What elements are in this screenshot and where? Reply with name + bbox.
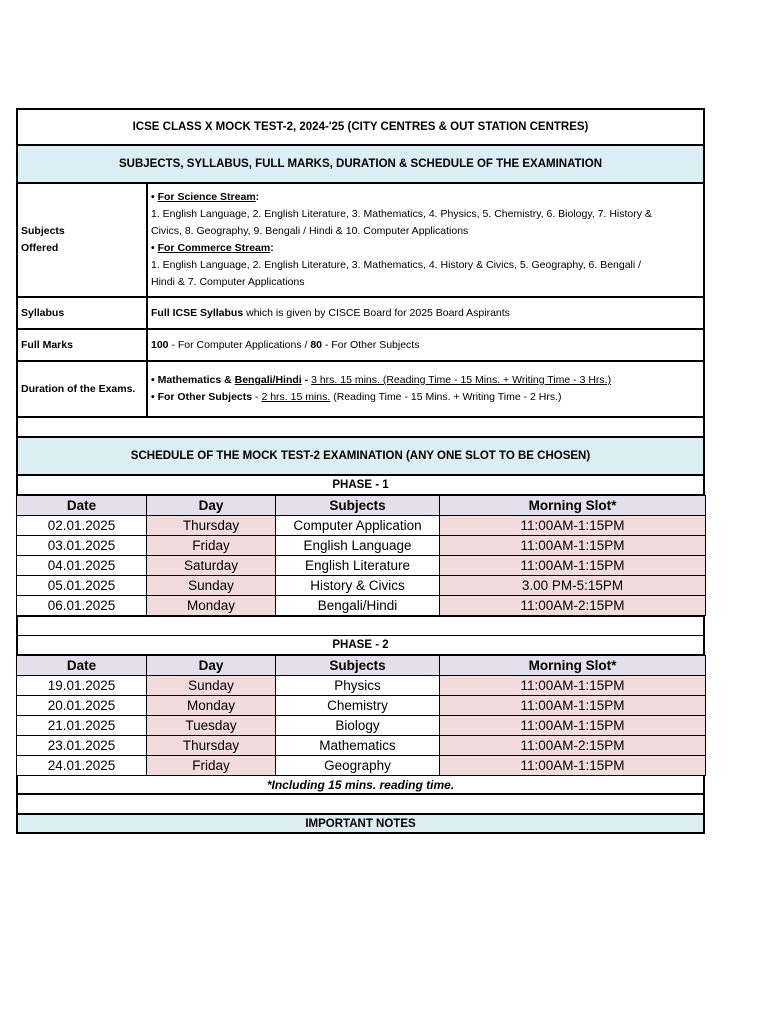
header-date: Date <box>17 496 147 516</box>
date-cell: 02.01.2025 <box>17 516 147 536</box>
duration-label: Duration of the Exams. <box>18 362 148 416</box>
dash: - <box>301 374 312 386</box>
subjects-label-line1: Subjects <box>21 225 65 237</box>
table-row <box>17 536 706 556</box>
header-subjects: Subjects <box>276 656 440 676</box>
duration-row <box>16 362 705 418</box>
syllabus-label: Syllabus <box>18 298 148 328</box>
header-slot: Morning Slot* <box>440 656 706 676</box>
colon: : <box>270 242 274 254</box>
date-cell: 20.01.2025 <box>17 696 147 716</box>
science-heading-text: For Science Stream <box>157 191 256 203</box>
bullet: • <box>151 242 155 254</box>
duration-math-label: • Mathematics & <box>151 374 235 386</box>
date-cell: 06.01.2025 <box>17 596 147 616</box>
date-cell: 21.01.2025 <box>17 716 147 736</box>
phase1-label-text: PHASE - 1 <box>332 479 389 491</box>
date-cell: 23.01.2025 <box>17 736 147 756</box>
phase1-header-row <box>17 496 706 516</box>
date-cell: 03.01.2025 <box>17 536 147 556</box>
duration-line2 <box>151 389 700 406</box>
subject-cell: Biology <box>276 716 440 736</box>
subjects-offered-value <box>148 184 703 296</box>
duration-other-time: 2 hrs. 15 mins. <box>261 391 331 403</box>
day-cell: Thursday <box>147 736 276 756</box>
day-cell: Tuesday <box>147 716 276 736</box>
schedule-title-text: SCHEDULE OF THE MOCK TEST-2 EXAMINATION (ANY ONE SLOT TO BE CHOSEN) <box>130 450 591 462</box>
footnote-text: *Including 15 mins. reading time. <box>266 777 455 792</box>
duration-value <box>148 362 703 416</box>
bullet: • <box>151 191 155 203</box>
phase2-label-text: PHASE - 2 <box>332 639 389 651</box>
spacer-row <box>16 795 705 815</box>
slot-cell: 11:00AM-1:15PM <box>440 536 706 556</box>
slot-cell: 11:00AM-1:15PM <box>440 716 706 736</box>
date-cell: 05.01.2025 <box>17 576 147 596</box>
subjects-offered-label <box>18 184 148 296</box>
slot-cell: 11:00AM-1:15PM <box>440 696 706 716</box>
full-marks-value <box>148 330 703 360</box>
full-marks-row <box>16 330 705 362</box>
science-subjects-line1: 1. English Language, 2. English Literature, 3. Mathematics, 4. Physics, 5. Chemistry, 6. Biology, 7. History & <box>151 208 652 220</box>
document-title <box>16 108 705 146</box>
subjects-offered-row <box>16 184 705 298</box>
syllabus-value <box>148 298 703 328</box>
phase2-header-row <box>17 656 706 676</box>
spacer-row <box>16 616 705 636</box>
date-cell: 24.01.2025 <box>17 756 147 776</box>
schedule-title <box>16 438 705 476</box>
day-cell: Saturday <box>147 556 276 576</box>
section-subtitle <box>16 146 705 184</box>
marks-80: 80 <box>310 338 323 351</box>
table-row <box>17 676 706 696</box>
day-cell: Monday <box>147 696 276 716</box>
table-row <box>17 596 706 616</box>
header-day: Day <box>147 496 276 516</box>
section-subtitle-text: SUBJECTS, SYLLABUS, FULL MARKS, DURATION & SCHEDULE OF THE EXAMINATION <box>118 158 602 170</box>
commerce-heading-text: For Commerce Stream <box>157 242 271 254</box>
commerce-subjects-line1: 1. English Language, 2. English Literature, 3. Mathematics, 4. History & Civics, 5. Geography, 6. Bengali / <box>151 259 642 271</box>
phase1-label <box>16 476 705 495</box>
slot-cell: 11:00AM-1:15PM <box>440 756 706 776</box>
important-notes-text: IMPORTANT NOTES <box>305 817 416 830</box>
syllabus-row <box>16 298 705 330</box>
colon: : <box>255 191 260 203</box>
duration-other-detail: (Reading Time - 15 Mins. + Writing Time - 2 Hrs.) <box>330 391 562 403</box>
day-cell: Monday <box>147 596 276 616</box>
day-cell: Sunday <box>147 576 276 596</box>
subject-cell: English Language <box>276 536 440 556</box>
day-cell: Thursday <box>147 516 276 536</box>
phase1-table <box>16 495 706 616</box>
subject-cell: Physics <box>276 676 440 696</box>
slot-cell: 3.00 PM-5:15PM <box>440 576 706 596</box>
exam-schedule-sheet <box>16 108 705 834</box>
commerce-subjects-line2: Hindi & 7. Computer Applications <box>151 276 305 288</box>
subject-cell: Mathematics <box>276 736 440 756</box>
spacer-row <box>16 418 705 438</box>
header-date: Date <box>17 656 147 676</box>
date-cell: 04.01.2025 <box>17 556 147 576</box>
day-cell: Friday <box>147 536 276 556</box>
table-row <box>17 556 706 576</box>
slot-cell: 11:00AM-1:15PM <box>440 556 706 576</box>
slot-cell: 11:00AM-1:15PM <box>440 676 706 696</box>
table-row <box>17 696 706 716</box>
table-row <box>17 736 706 756</box>
syllabus-text: which is given by CISCE Board for 2025 Board Aspirants <box>243 306 510 319</box>
subject-cell: Geography <box>276 756 440 776</box>
subject-cell: Bengali/Hindi <box>276 596 440 616</box>
full-marks-label: Full Marks <box>18 330 148 360</box>
subject-cell: English Literature <box>276 556 440 576</box>
table-row <box>17 716 706 736</box>
header-subjects: Subjects <box>276 496 440 516</box>
slot-cell: 11:00AM-2:15PM <box>440 596 706 616</box>
marks-text2: - For Other Subjects <box>322 338 420 351</box>
commerce-stream-heading <box>151 240 700 257</box>
document-title-text: ICSE CLASS X MOCK TEST-2, 2024-'25 (CITY CENTRES & OUT STATION CENTRES) <box>132 121 589 133</box>
science-stream-heading <box>151 189 700 206</box>
subjects-label-line2: Offered <box>21 242 59 254</box>
footnote <box>16 776 705 795</box>
slot-cell: 11:00AM-2:15PM <box>440 736 706 756</box>
duration-other-label: • For Other Subjects <box>151 391 253 403</box>
slot-cell: 11:00AM-1:15PM <box>440 516 706 536</box>
important-notes-heading <box>16 815 705 834</box>
table-row <box>17 516 706 536</box>
marks-100: 100 <box>151 338 169 351</box>
duration-math-time: 3 hrs. 15 mins. (Reading Time - 15 Mins. + Writing Time - 3 Hrs.) <box>311 374 612 386</box>
subject-cell: Chemistry <box>276 696 440 716</box>
header-day: Day <box>147 656 276 676</box>
header-slot: Morning Slot* <box>440 496 706 516</box>
duration-bengali-hindi: Bengali/Hindi <box>234 374 302 386</box>
marks-text1: - For Computer Applications / <box>168 338 311 351</box>
subject-cell: Computer Application <box>276 516 440 536</box>
date-cell: 19.01.2025 <box>17 676 147 696</box>
science-subjects-line2: Civics, 8. Geography, 9. Bengali / Hindi & 10. Computer Applications <box>151 225 469 237</box>
table-row <box>17 576 706 596</box>
table-row <box>17 756 706 776</box>
duration-line1 <box>151 372 700 389</box>
phase2-label <box>16 636 705 655</box>
subject-cell: History & Civics <box>276 576 440 596</box>
syllabus-bold: Full ICSE Syllabus <box>151 306 244 319</box>
phase2-table <box>16 655 706 776</box>
day-cell: Friday <box>147 756 276 776</box>
dash: - <box>252 391 262 403</box>
day-cell: Sunday <box>147 676 276 696</box>
